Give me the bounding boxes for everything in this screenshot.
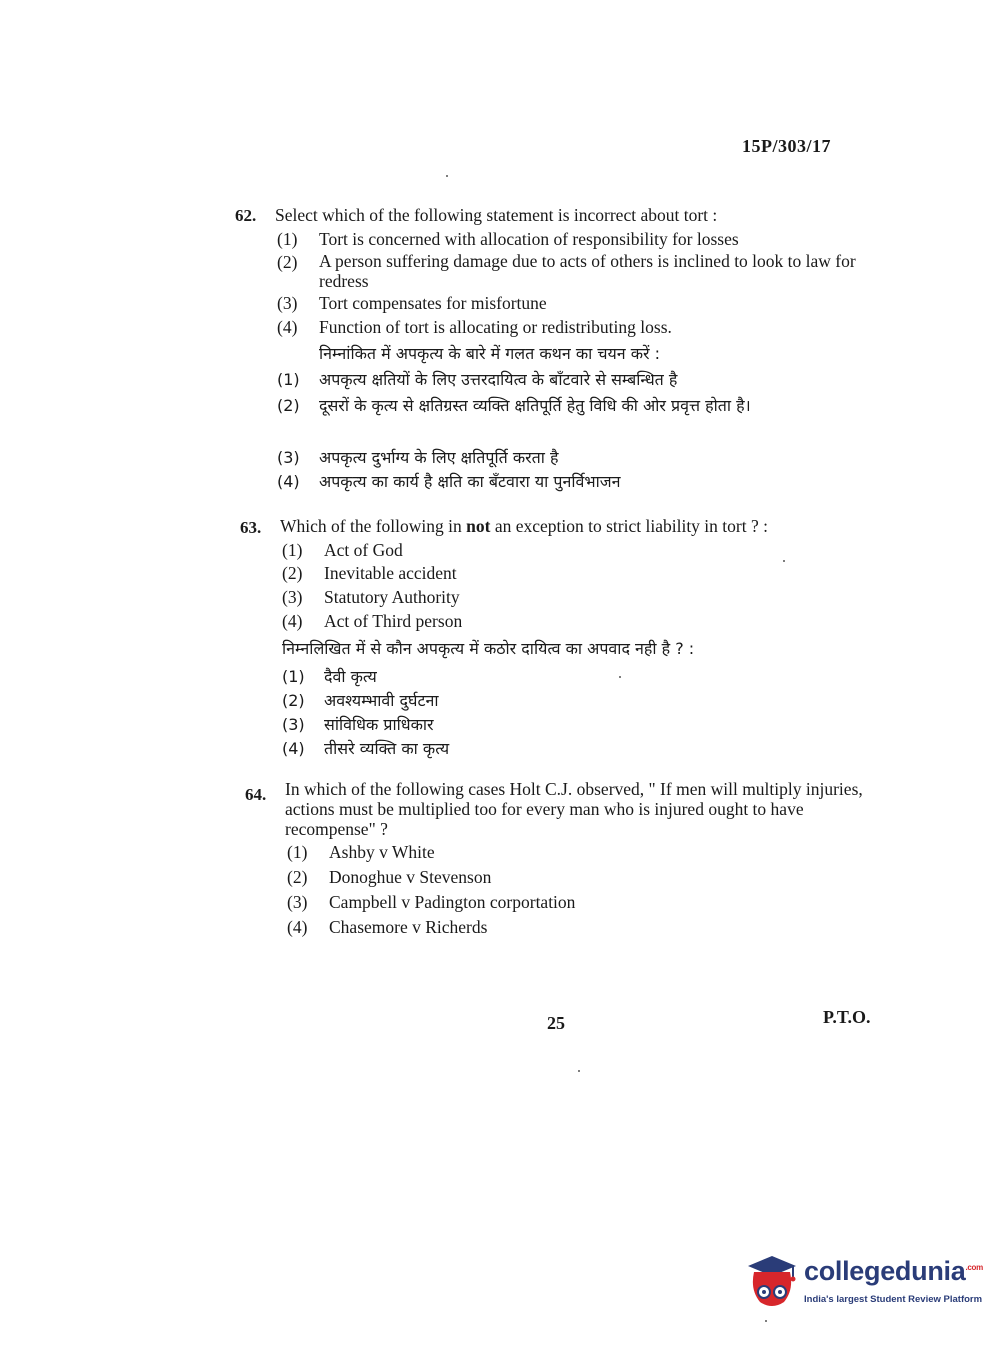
option-number: (4) <box>282 739 305 758</box>
option-en-4 <box>287 916 875 938</box>
option-text: अपकृत्य दुर्भाग्य के लिए क्षतिपूर्ति करता है <box>319 448 559 467</box>
scan-speck <box>765 1320 767 1322</box>
option-number: (3) <box>277 293 298 313</box>
option-hi-2 <box>282 690 870 712</box>
option-en-1 <box>282 539 870 561</box>
option-text: Function of tort is allocating or redistributing loss. <box>319 317 672 337</box>
option-en-4 <box>282 610 870 632</box>
option-text: Donoghue v Stevenson <box>329 867 492 887</box>
option-number: (4) <box>277 472 300 491</box>
option-en-3 <box>282 586 870 608</box>
option-number: (4) <box>277 317 298 337</box>
option-en-3 <box>277 292 875 314</box>
option-number: (4) <box>282 611 303 631</box>
stem-emphasis: not <box>466 516 491 536</box>
logo-tagline: India's largest Student Review Platform <box>804 1294 983 1305</box>
option-number: (1) <box>277 370 300 389</box>
option-en-4 <box>277 316 875 338</box>
option-text: दूसरों के कृत्य से क्षतिग्रस्त व्यक्ति क्षतिपूर्ति हेतु विधि की ओर प्रवृत्त होता है। <box>319 396 751 415</box>
question-64 <box>245 775 875 945</box>
option-text: Tort is concerned with allocation of responsibility for losses <box>319 229 739 249</box>
question-62 <box>235 200 875 500</box>
question-63 <box>240 510 870 760</box>
stem-text: Which of the following in <box>280 516 467 536</box>
option-number: (2) <box>282 563 303 583</box>
option-text: तीसरे व्यक्ति का कृत्य <box>324 739 450 758</box>
logo-wordmark <box>804 1256 983 1287</box>
graduate-mascot-icon <box>742 1250 802 1312</box>
option-en-2 <box>287 866 875 888</box>
option-text: Act of God <box>324 540 403 560</box>
question-number: 64. <box>245 785 267 804</box>
option-number: (2) <box>287 867 308 887</box>
option-number: (2) <box>282 691 305 710</box>
option-text: Act of Third person <box>324 611 463 631</box>
option-en-2 <box>282 562 870 584</box>
option-text: Ashby v White <box>329 842 435 862</box>
option-text: Tort compensates for misfortune <box>319 293 547 313</box>
option-number: (2) <box>277 396 300 415</box>
scan-speck <box>578 1070 580 1072</box>
paper-code: 15P/303/17 <box>742 136 831 156</box>
option-text: अवश्यम्भावी दुर्घटना <box>324 691 439 710</box>
option-hi-3 <box>277 447 875 469</box>
scan-speck <box>446 175 448 177</box>
option-en-1 <box>277 228 875 250</box>
option-hi-3 <box>282 714 870 736</box>
option-number: (1) <box>287 842 308 862</box>
option-en-2 <box>277 251 875 291</box>
stem-text: an exception to strict liability in tort ? : <box>490 516 768 536</box>
page-number: 25 <box>547 1013 565 1033</box>
option-number: (4) <box>287 917 308 937</box>
option-hi-2 <box>277 395 875 417</box>
option-hi-1 <box>282 666 870 688</box>
option-text: अपकृत्य का कार्य है क्षति का बँटवारा या पुनर्विभाजन <box>319 472 621 491</box>
option-number: (3) <box>277 448 300 467</box>
question-stem-en: Select which of the following statement is incorrect about tort : <box>275 205 718 225</box>
scan-speck <box>619 676 621 678</box>
option-number: (1) <box>282 667 305 686</box>
option-number: (3) <box>282 587 303 607</box>
option-hi-4 <box>277 471 875 493</box>
option-text: A person suffering damage due to acts of others is inclined to look to law for redress <box>319 251 856 291</box>
question-stem-hi: निम्नलिखित में से कौन अपकृत्य में कठोर दायित्व का अपवाद नही है ? : <box>282 639 695 658</box>
option-number: (3) <box>287 892 308 912</box>
scan-speck <box>783 560 785 562</box>
question-stem-hi: निम्नांकित में अपकृत्य के बारे में गलत कथन का चयन करें : <box>319 344 661 363</box>
option-en-1 <box>287 841 875 863</box>
option-number: (2) <box>277 252 298 272</box>
option-number: (3) <box>282 715 305 734</box>
option-text: Campbell v Padington corportation <box>329 892 576 912</box>
question-stem-en <box>280 515 870 537</box>
question-number: 63. <box>240 518 262 537</box>
option-text: Inevitable accident <box>324 563 457 583</box>
logo-suffix: .com <box>965 1263 983 1272</box>
option-text: सांविधिक प्राधिकार <box>324 715 434 734</box>
collegedunia-logo[interactable] <box>742 1250 983 1312</box>
option-hi-1 <box>277 369 875 391</box>
logo-name-text: collegedunia <box>804 1256 966 1286</box>
question-stem-en: In which of the following cases Holt C.J. observed, " If men will multiply injuries, actions must be multiplied too for every man who is injured ought to have recompense" ? <box>285 779 863 839</box>
option-number: (1) <box>282 540 303 560</box>
option-text: Statutory Authority <box>324 587 460 607</box>
option-text: Chasemore v Richerds <box>329 917 488 937</box>
option-number: (1) <box>277 229 298 249</box>
option-hi-4 <box>282 738 870 760</box>
option-text: अपकृत्य क्षतियों के लिए उत्तरदायित्व के बाँटवारे से सम्बन्धित है <box>319 370 678 389</box>
pto-label: P.T.O. <box>823 1007 871 1027</box>
option-text: दैवी कृत्य <box>324 667 377 686</box>
question-number: 62. <box>235 206 257 225</box>
option-en-3 <box>287 891 875 913</box>
